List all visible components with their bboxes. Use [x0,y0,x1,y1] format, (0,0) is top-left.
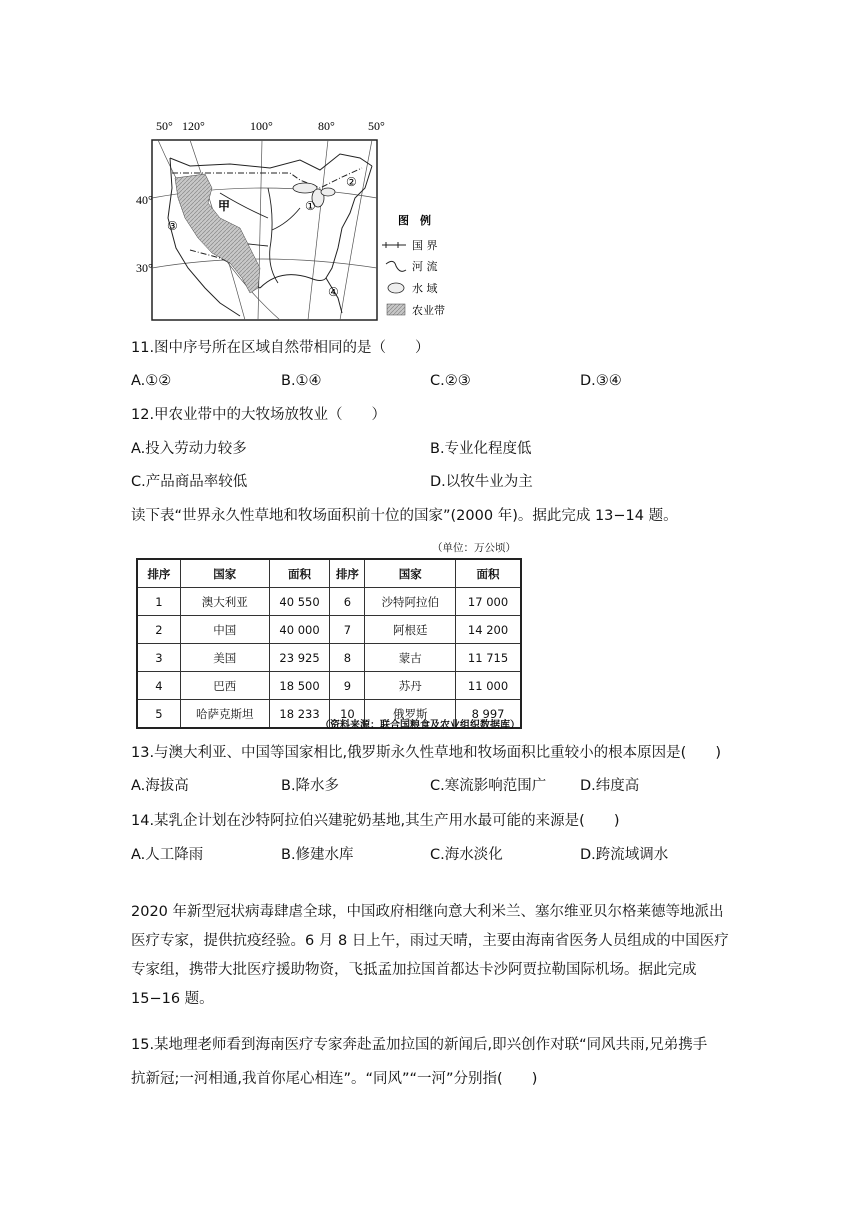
legend-item-river: 河 流 [412,260,438,273]
table-cell: 苏丹 [365,672,456,700]
header-area-2: 面积 [456,559,521,588]
table-header-row [137,559,521,588]
table-row [137,672,521,700]
table-cell: 14 200 [456,616,521,644]
q13-option-a[interactable]: A.海拔高 [131,778,189,794]
table-cell: 10 [330,700,365,729]
legend-item-agri: 农业带 [412,304,445,317]
table-cell: 巴西 [180,672,269,700]
table-unit: （单位：万公顷） [432,542,516,554]
lat-label-1: 40° [136,193,153,207]
table-cell: 沙特阿拉伯 [365,588,456,616]
lon-label-4: 80° [318,119,335,133]
map-graphic [136,118,454,323]
q12-option-c[interactable]: C.产品商品率较低 [131,474,248,490]
header-rank: 排序 [137,559,180,588]
table-cell: 阿根廷 [365,616,456,644]
lon-label-2: 120° [182,119,205,133]
q11-option-d[interactable]: D.③④ [580,373,622,389]
table-cell: 2 [137,616,180,644]
table-cell: 23 925 [269,644,330,672]
header-area: 面积 [269,559,330,588]
legend-item-border: 国 界 [412,239,438,252]
table-cell: 11 000 [456,672,521,700]
lon-label-5: 50° [368,119,385,133]
table-cell: 17 000 [456,588,521,616]
table-cell: 5 [137,700,180,729]
q11-option-c[interactable]: C.②③ [430,373,471,389]
q13-option-b[interactable]: B.降水多 [281,778,340,794]
table-cell: 3 [137,644,180,672]
border-legend-icon [382,242,406,248]
table-cell: 8 997 [456,700,521,729]
table-cell: 8 [330,644,365,672]
legend-title: 图 例 [398,214,431,227]
agri-belt-legend-icon [387,304,405,315]
legend-item-water: 水 域 [412,282,438,295]
table-cell: 哈萨克斯坦 [180,700,269,729]
marker-4: ④ [328,285,339,299]
q13-option-c[interactable]: C.寒流影响范围广 [430,778,547,794]
question-13-stem: 13.与澳大利亚、中国等国家相比,俄罗斯永久性草地和牧场面积比重较小的根本原因是( ) [131,745,721,761]
q11-option-b[interactable]: B.①④ [281,373,322,389]
table-cell: 40 000 [269,616,330,644]
table-cell: 6 [330,588,365,616]
marker-3: ③ [167,219,178,233]
table-cell: 40 550 [269,588,330,616]
question-12-stem: 12.甲农业带中的大牧场放牧业（ ） [131,407,387,423]
table-cell: 1 [137,588,180,616]
table-cell: 美国 [180,644,269,672]
table-source: （资料来源：联合国粮食及农业组织数据库） [320,720,520,731]
header-rank-2: 排序 [330,559,365,588]
table-cell: 18 233 [269,700,330,729]
q14-option-b[interactable]: B.修建水库 [281,847,354,863]
question-15-stem-line-2: 抗新冠;一河相通,我首你尾心相连”。“同风”“一河”分别指( ) [131,1071,538,1087]
question-15-stem-line-1: 15.某地理老师看到海南医疗专家奔赴孟加拉国的新闻后,即兴创作对联“同风共雨,兄弟携手 [131,1037,708,1053]
table-cell: 11 715 [456,644,521,672]
table-cell: 4 [137,672,180,700]
q14-option-d[interactable]: D.跨流域调水 [580,847,669,863]
water-legend-icon [388,283,404,293]
marker-2: ② [346,175,357,189]
question-11-stem: 11.图中序号所在区域自然带相同的是（ ） [131,340,430,356]
lon-label-1: 50° [156,119,173,133]
table-cell: 澳大利亚 [180,588,269,616]
region-jia-label: 甲 [218,199,231,213]
marker-1: ① [305,199,316,213]
header-country-2: 国家 [365,559,456,588]
passage-15-16: 2020 年新型冠状病毒肆虐全球，中国政府相继向意大利米兰、塞尔维亚贝尔格莱德等地派出医疗专家，提供抗疫经验。6 月 8 日上午，雨过天晴，主要由海南省医务人员组成的中国医疗专家组，携带大批医疗援助物资，飞抵孟加拉国首都达卡沙阿贾拉勒国际机场。据此完成 15−16 题。 [131,904,729,1007]
q11-option-a[interactable]: A.①② [131,373,172,389]
table-cell: 9 [330,672,365,700]
lat-label-2: 30° [136,261,153,275]
table-cell: 中国 [180,616,269,644]
north-america-map-figure [136,118,454,323]
intro-13-14: 读下表“世界永久性草地和牧场面积前十位的国家”(2000 年)。据此完成 13−14 题。 [131,508,678,524]
table-cell: 18 500 [269,672,330,700]
q13-option-d[interactable]: D.纬度高 [580,778,640,794]
table-cell: 7 [330,616,365,644]
q12-option-d[interactable]: D.以牧牛业为主 [430,474,533,490]
q14-option-a[interactable]: A.人工降雨 [131,847,204,863]
q14-option-c[interactable]: C.海水淡化 [430,847,503,863]
question-14-stem: 14.某乳企计划在沙特阿拉伯兴建驼奶基地,其生产用水最可能的来源是( ) [131,813,620,829]
header-country: 国家 [180,559,269,588]
river-legend-icon [386,261,406,271]
table-row [137,588,521,616]
table-row [137,644,521,672]
grassland-area-table [136,558,522,729]
table-cell: 俄罗斯 [365,700,456,729]
table-cell: 蒙古 [365,644,456,672]
q12-option-b[interactable]: B.专业化程度低 [430,441,532,457]
table-row [137,616,521,644]
q12-option-a[interactable]: A.投入劳动力较多 [131,441,247,457]
lon-label-3: 100° [250,119,273,133]
